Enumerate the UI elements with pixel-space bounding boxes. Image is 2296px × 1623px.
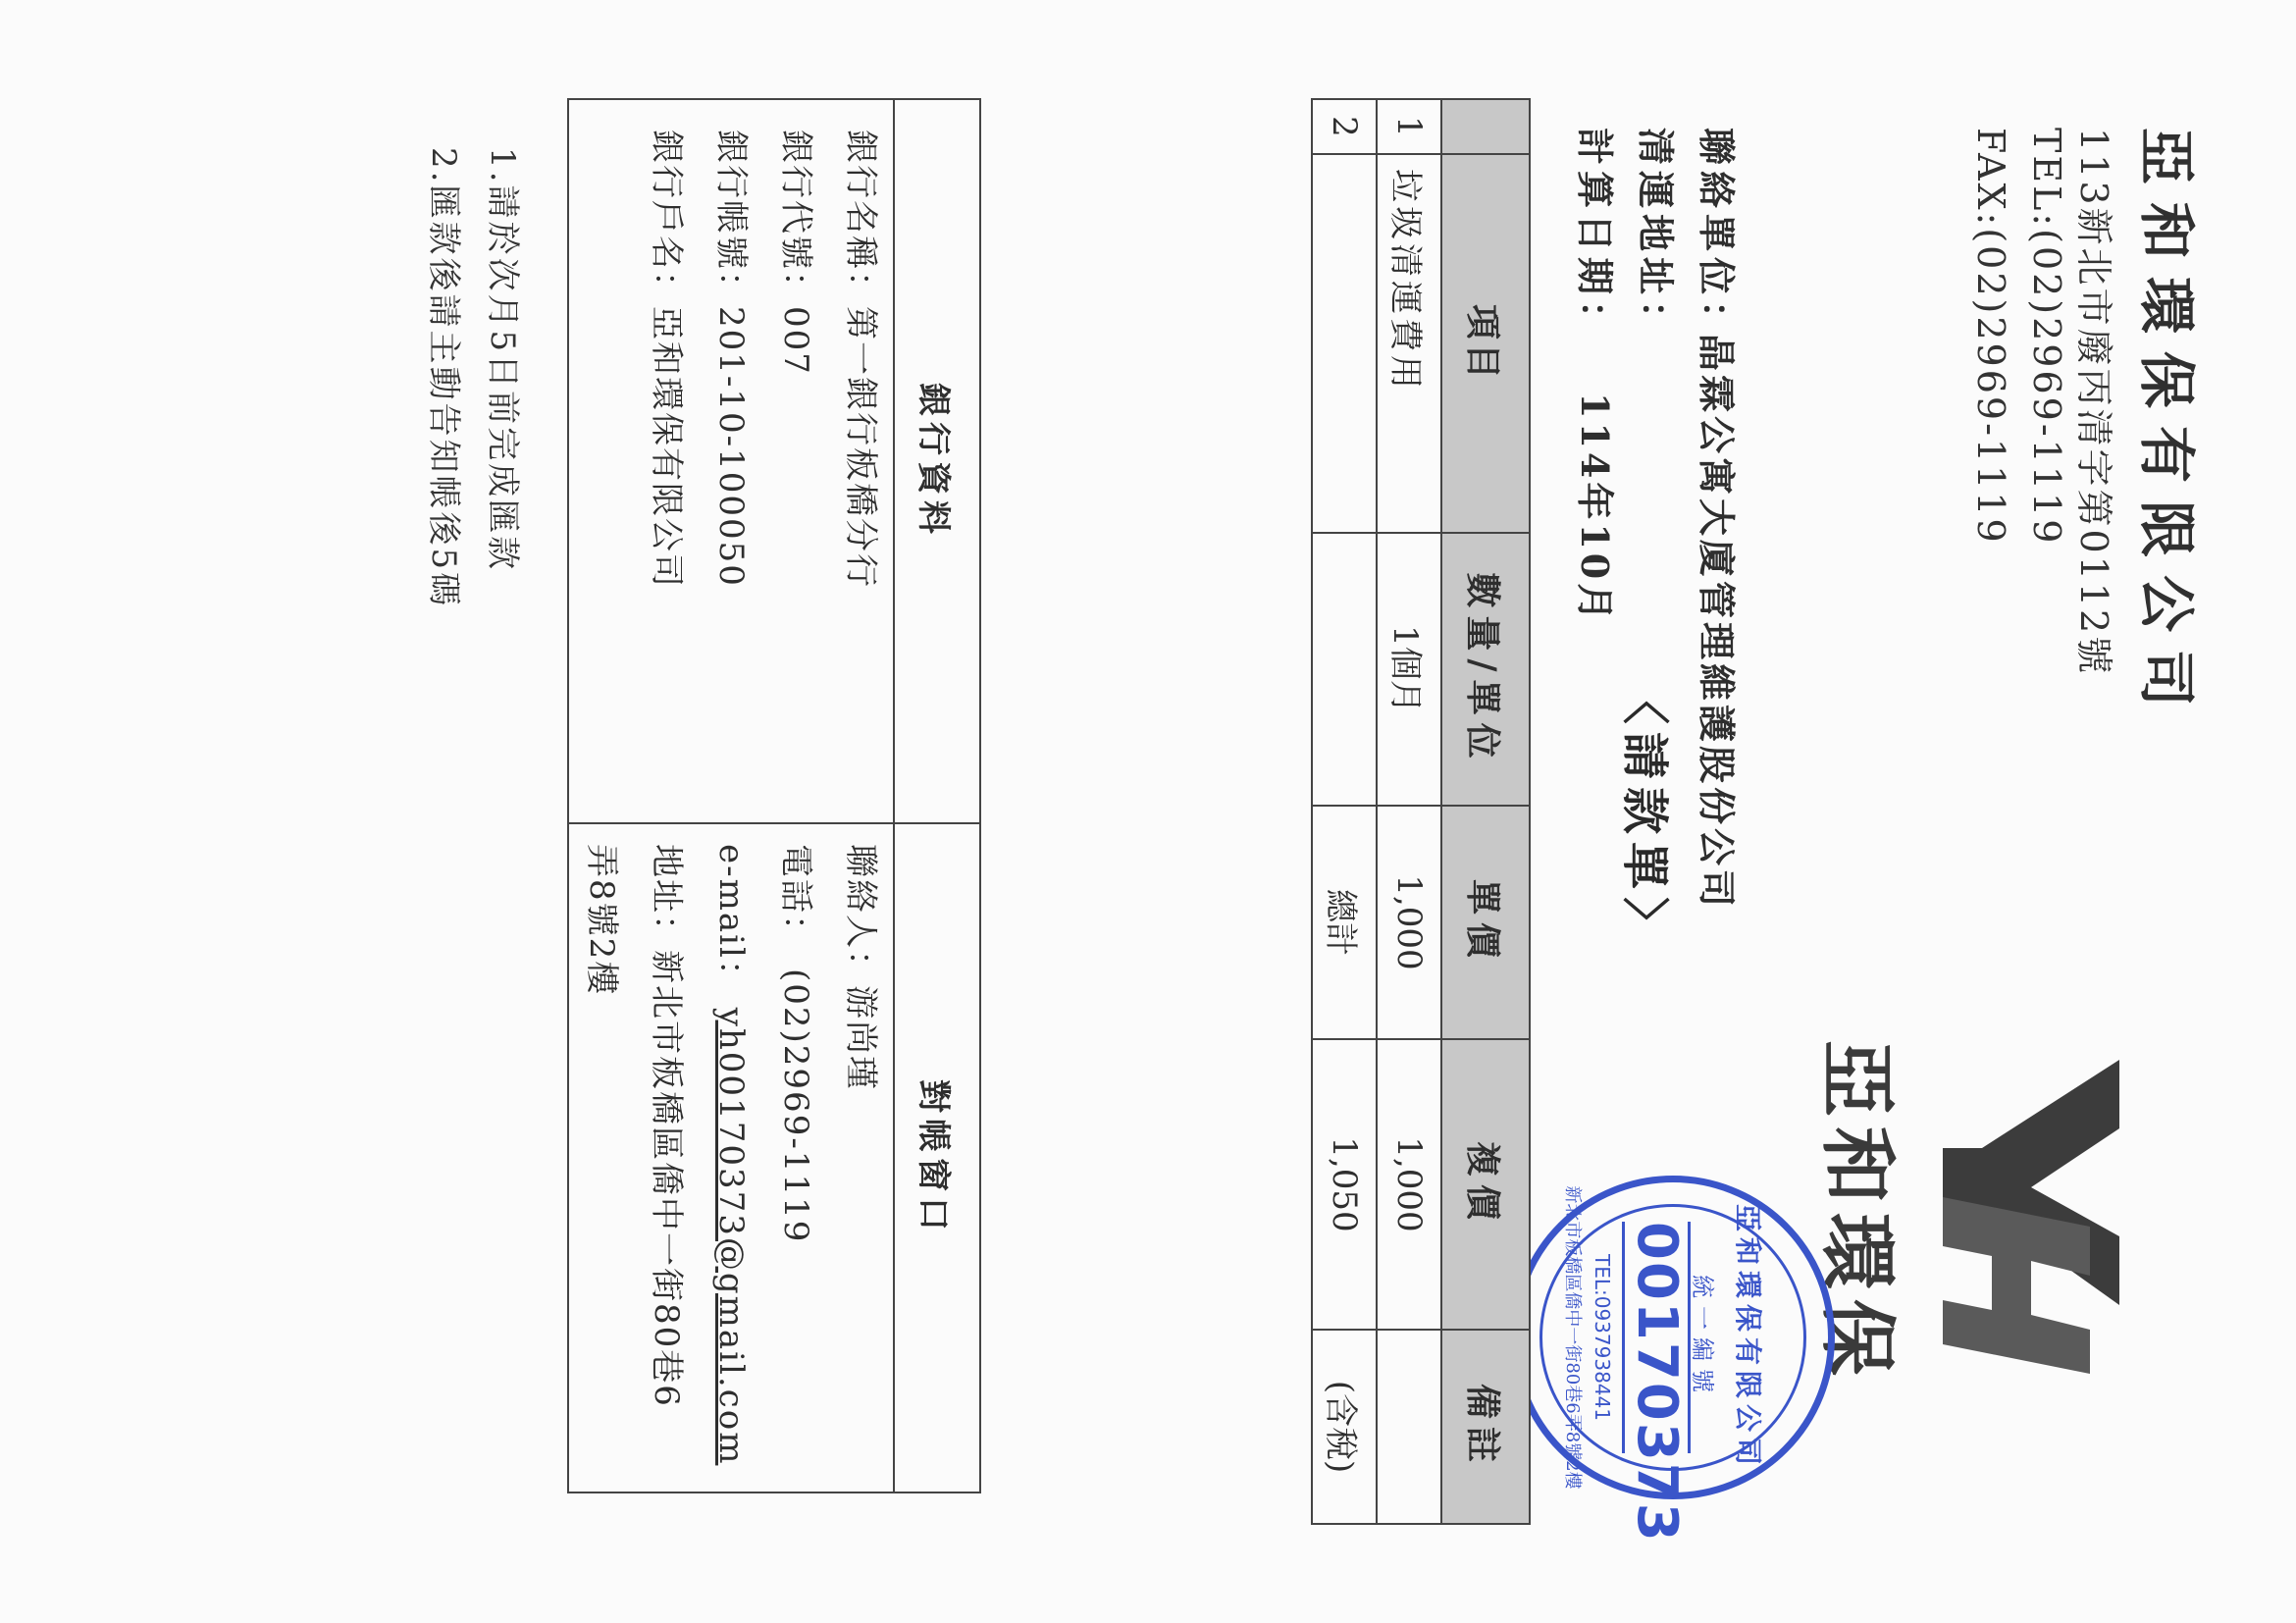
row-no: 2 — [1312, 99, 1377, 154]
reconciliation-contact-header: 對帳窗口 — [894, 823, 980, 1492]
row-total-price: 1,000 — [1377, 1039, 1441, 1330]
payment-note-2: 2.匯款後請主動告知帳後5碼 — [424, 147, 463, 609]
stamp-label: 統一編號 — [1689, 1275, 1716, 1400]
row-grand-total-value: 1,050 — [1312, 1039, 1377, 1330]
contact-address-line-2: 弄8號2樓 — [582, 844, 621, 997]
company-seal-stamp — [1511, 1176, 1835, 1544]
header-quantity-unit: 數量/單位 — [1441, 533, 1530, 806]
bank-info-header: 銀行資料 — [894, 99, 980, 823]
row-quantity-unit — [1312, 533, 1377, 806]
stamp-company: 亞和環保有限公司 — [1732, 1203, 1764, 1471]
stamp-number: 00170373 — [1622, 1222, 1691, 1453]
table-row — [1312, 99, 1377, 1524]
row-unit-price: 1,000 — [1377, 806, 1441, 1039]
row-grand-total-label: 總計 — [1312, 806, 1377, 1039]
company-fax: FAX:(02)2969-1119 — [1969, 128, 2012, 546]
contact-person: 聯絡人：游尚瑾 — [841, 844, 880, 1091]
invoice-items-table — [1311, 98, 1531, 1525]
header-item: 項目 — [1441, 154, 1530, 533]
contact-unit-label: 聯絡單位： — [1695, 128, 1739, 344]
pickup-address-label: 清運地址： — [1634, 128, 1678, 344]
contact-email — [699, 844, 763, 1492]
row-tax-note: (含稅) — [1312, 1330, 1377, 1524]
bank-account-name: 銀行戶名：亞和環保有限公司 — [647, 130, 686, 589]
stamp-tel: TEL:0937938441 — [1591, 1254, 1614, 1421]
stamp-address: 新北市板橋區僑中一街80巷6弄8號2樓 — [1562, 1185, 1583, 1490]
table-row — [1377, 99, 1441, 1524]
contact-address-line-1: 地址：新北市板橋區僑中一街80巷6 — [647, 844, 686, 1408]
logo-text: 亞和環保 — [1812, 1040, 1902, 1387]
company-logo-icon — [1929, 1050, 2129, 1374]
contact-phone: 電話： (02)2969-1119 — [776, 844, 815, 1244]
billing-date-value: 114年10月 — [1573, 393, 1617, 625]
payment-note-1: 1.請於次月5日前完成匯款 — [483, 147, 522, 573]
bank-body-row — [568, 99, 894, 1492]
company-name: 亞和環保有限公司 — [2133, 128, 2200, 725]
company-tel: TEL:(02)2969-1119 — [2025, 128, 2068, 547]
contact-details — [568, 823, 894, 1492]
bank-info-table — [567, 98, 981, 1493]
contact-unit-value: 晶霖公寓大廈管理維護股份公司 — [1695, 334, 1739, 912]
header-total-price: 複價 — [1441, 1039, 1530, 1330]
bank-details — [568, 99, 894, 823]
row-item — [1312, 154, 1377, 533]
bank-account-number: 銀行帳號：201-10-100050 — [711, 130, 751, 588]
bank-name: 銀行名稱：第一銀行板橋分行 — [841, 130, 880, 589]
bank-code: 銀行代號：007 — [776, 130, 815, 376]
row-no: 1 — [1377, 99, 1441, 154]
billing-date-label: 計算日期： — [1573, 128, 1617, 344]
bank-header-row — [894, 99, 980, 1492]
row-note — [1377, 1330, 1441, 1524]
row-item: 垃圾清運費用 — [1377, 154, 1441, 533]
document-title: 〈請款單〉 — [1617, 677, 1672, 953]
header-unit-price: 單價 — [1441, 806, 1530, 1039]
company-license: 113新北市廢丙清字第0112號 — [2072, 128, 2115, 677]
header-no — [1441, 99, 1530, 154]
row-quantity-unit: 1個月 — [1377, 533, 1441, 806]
header-note: 備註 — [1441, 1330, 1530, 1524]
table-header-row — [1441, 99, 1530, 1524]
email-link[interactable]: yh00170373@gmail.com — [711, 1007, 751, 1466]
email-label: e-mail： — [711, 844, 751, 995]
